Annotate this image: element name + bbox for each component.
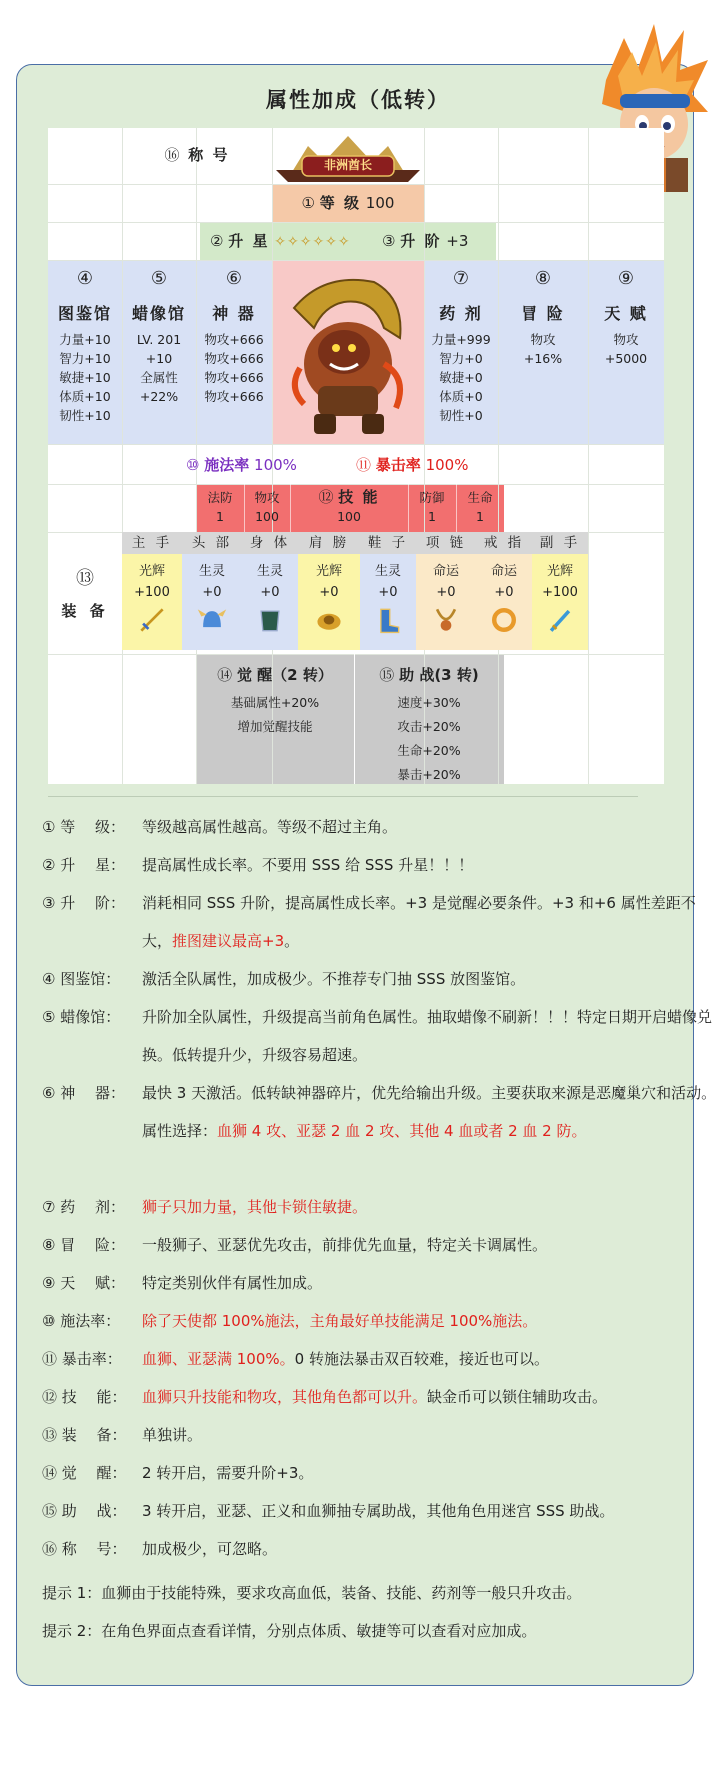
star-label: ② 升 星 ✧✧✧✧✧✧ xyxy=(210,232,351,250)
note-text xyxy=(142,846,717,884)
equip-type: 生灵 xyxy=(198,564,225,579)
note-segment: 消耗相同 SSS 升阶，提高属性成长率。+3 是觉醒必要条件。+3 和+6 属性差距不大， xyxy=(142,894,696,950)
equip-value: +0 xyxy=(436,585,456,600)
stat-line: LV. 201 xyxy=(136,332,182,347)
note-segment: 提高属性成长率。不要用 SSS 给 SSS 升星！！！ xyxy=(142,856,474,874)
stat-num: ⑧ xyxy=(534,268,552,289)
note-text xyxy=(142,1492,717,1530)
equip-type: 光辉 xyxy=(546,564,573,579)
note-label: ⑬ 装 备： xyxy=(42,1426,127,1444)
equip-slot-5[interactable] xyxy=(360,554,416,650)
helmet-icon xyxy=(182,604,242,640)
equip-slot-header: 肩 膀 xyxy=(298,532,360,554)
level-label: ① 等 级 100 xyxy=(301,194,395,212)
cast-rate: ⑩ 施法率 100% xyxy=(186,456,297,474)
tip-2: 提示 2：在角色界面点查看详情，分别点体质、敏捷等可以查看对应加成。 xyxy=(42,1622,537,1640)
equip-slot-6[interactable] xyxy=(416,554,476,650)
equip-value: +0 xyxy=(378,585,398,600)
stat-line: 物攻 xyxy=(530,332,556,347)
stat-line: 全属性 xyxy=(140,370,178,385)
stat-column-3 xyxy=(196,268,272,406)
note-segment: 激活全队属性，加成极少。不推荐专门抽 SSS 放图鉴馆。 xyxy=(142,970,526,988)
skill-cell-4: 生命 1 xyxy=(467,490,493,524)
note-text xyxy=(142,808,717,846)
note-label: ⑥ 神 器： xyxy=(42,1084,125,1102)
stat-column-5 xyxy=(498,268,588,368)
equip-slot-7[interactable] xyxy=(476,554,532,650)
ring-icon xyxy=(476,604,532,640)
equip-slot-header: 头 部 xyxy=(182,532,242,554)
stat-line: 物攻+666 xyxy=(204,370,264,385)
note-text xyxy=(142,884,717,960)
note-segment: 血狮、亚瑟满 100%。 xyxy=(142,1350,295,1368)
note-label: ⑩ 施法率： xyxy=(42,1312,121,1330)
awaken-block: ⑭ 觉 醒（2 转） 基础属性+20% 增加觉醒技能 xyxy=(217,666,333,734)
stat-name: 图鉴馆 xyxy=(57,304,112,323)
attribute-grid xyxy=(48,128,664,784)
skill-cell-1: 法防 1 xyxy=(207,490,233,524)
stat-column-6 xyxy=(588,268,664,368)
note-text xyxy=(142,1264,717,1302)
equip-value: +0 xyxy=(494,585,514,600)
note-segment: 2 转开启，需要升阶+3。 xyxy=(142,1464,314,1482)
badge-label-text: 称 号 xyxy=(188,146,230,164)
crit-rate: ⑪ 暴击率 100% xyxy=(356,456,469,474)
note-label: ⑫ 技 能： xyxy=(42,1388,127,1406)
skill-cell-2: 物攻 100 xyxy=(254,490,280,524)
note-segment: 单独讲。 xyxy=(142,1426,203,1444)
stat-name: 神 器 xyxy=(212,304,256,323)
skill-cell-3: 防御 1 xyxy=(419,490,445,524)
stat-line: 物攻+666 xyxy=(204,332,264,347)
badge-num: ⑯ xyxy=(164,146,182,164)
note-text xyxy=(142,998,717,1074)
note-label: ② 升 星： xyxy=(42,856,125,874)
stat-line: 物攻+666 xyxy=(204,389,264,404)
equip-value: +100 xyxy=(134,585,170,600)
stat-name: 药 剂 xyxy=(439,304,483,323)
note-label: ⑪ 暴击率： xyxy=(42,1350,122,1368)
note-segment: 加成极少，可忽略。 xyxy=(142,1540,278,1558)
note-label: ⑧ 冒 险： xyxy=(42,1236,125,1254)
divider xyxy=(48,796,638,797)
skill-main: ⑫ 技 能 100 xyxy=(318,488,380,524)
note-segment: 等级越高属性越高。等级不超过主角。 xyxy=(142,818,398,836)
stat-column-1 xyxy=(48,268,122,425)
equip-value: +0 xyxy=(319,585,339,600)
note-label: ⑯ 称 号： xyxy=(42,1540,127,1558)
note-text xyxy=(142,1340,717,1378)
star-icons: ✧✧✧✧✧✧ xyxy=(274,234,351,250)
stat-name: 冒 险 xyxy=(521,304,565,323)
note-text xyxy=(142,1530,717,1568)
stat-line: +22% xyxy=(139,389,179,404)
boots-icon xyxy=(360,604,416,640)
stat-name: 蜡像馆 xyxy=(131,304,186,323)
rank-label: ③ 升 阶 +3 xyxy=(382,232,469,250)
note-segment: 血狮只升技能和物攻，其他角色都可以升。 xyxy=(142,1388,428,1406)
note-segment: 最快 3 天激活。低转缺神器碎片，优先给输出升级。主要获取来源是恶魔巢穴和活动。属性选择： xyxy=(142,1084,717,1140)
stat-line: 体质+10 xyxy=(59,389,111,404)
dagger-icon xyxy=(532,604,588,640)
note-segment: 狮子只加力量，其他卡锁住敏捷。 xyxy=(142,1198,368,1216)
stat-line: 力量+999 xyxy=(431,332,491,347)
skills-row xyxy=(196,484,504,532)
tips-section xyxy=(42,1574,682,1650)
equip-slot-2[interactable] xyxy=(182,554,242,650)
note-label: ⑭ 觉 醒： xyxy=(42,1464,127,1482)
equip-type: 光辉 xyxy=(315,564,342,579)
equipment-slots xyxy=(122,532,588,654)
stat-name: 天 赋 xyxy=(604,304,648,323)
note-segment: 除了天使都 100%施法，主角最好单技能满足 100%施法。 xyxy=(142,1312,538,1330)
equip-type: 光辉 xyxy=(138,564,165,579)
banner-text: 非洲酋长 xyxy=(323,158,372,172)
note-segment: 升阶加全队属性，升级提高当前角色属性。抽取蜡像不刷新！！！特定日期开启蜡像兑换。低转提升少，升级容易超速。 xyxy=(142,1008,713,1064)
note-label: ③ 升 阶： xyxy=(42,894,125,912)
tip-1: 提示 1：血狮由于技能特殊，要求攻高血低，装备、技能、药剂等一般只升攻击。 xyxy=(42,1584,582,1602)
note-text xyxy=(142,1226,717,1264)
equip-slot-header: 戒 指 xyxy=(476,532,532,554)
stat-line: 物攻+666 xyxy=(204,351,264,366)
equip-type: 生灵 xyxy=(256,564,283,579)
note-text xyxy=(142,1188,717,1226)
stat-line: 力量+10 xyxy=(59,332,111,347)
note-label: ⑨ 天 赋： xyxy=(42,1274,125,1292)
note-text xyxy=(142,1454,717,1492)
stat-line: 韧性+0 xyxy=(439,408,483,423)
note-text xyxy=(142,1416,717,1454)
equip-type: 命运 xyxy=(490,564,517,579)
stat-column-4 xyxy=(424,268,498,425)
equip-slot-4[interactable] xyxy=(298,554,360,650)
note-segment: 血狮 4 攻、亚瑟 2 血 2 攻、其他 4 血或者 2 血 2 防。 xyxy=(217,1122,587,1140)
equip-slot-1[interactable] xyxy=(122,554,182,650)
equip-slot-header: 主 手 xyxy=(122,532,182,554)
note-segment: 推图建议最高+3 xyxy=(172,932,285,950)
equip-value: +100 xyxy=(542,585,578,600)
equip-value: +0 xyxy=(260,585,280,600)
necklace-icon xyxy=(416,604,476,640)
note-label: ④ 图鉴馆： xyxy=(42,970,121,988)
stat-num: ⑤ xyxy=(150,268,168,289)
stat-line: 韧性+10 xyxy=(59,408,111,423)
note-segment: 特定类别伙伴有属性加成。 xyxy=(142,1274,323,1292)
note-segment: 缺金币可以锁住辅助攻击。 xyxy=(427,1388,608,1406)
equip-type: 生灵 xyxy=(374,564,401,579)
blood-lion-portrait-image xyxy=(284,268,412,438)
note-label: ① 等 级： xyxy=(42,818,125,836)
stat-line: +5000 xyxy=(604,351,648,366)
note-text xyxy=(142,960,717,998)
equip-slot-3[interactable] xyxy=(242,554,298,650)
equip-value: +0 xyxy=(202,585,222,600)
stat-num: ⑨ xyxy=(617,268,635,289)
note-label: ⑦ 药 剂： xyxy=(42,1198,125,1216)
stat-column-2 xyxy=(122,268,196,406)
stat-line: 敏捷+0 xyxy=(439,370,483,385)
stat-line: +16% xyxy=(523,351,563,366)
assist-block: ⑮ 助 战(3 转) 速度+30% 攻击+20% 生命+20% 暴击+20% xyxy=(379,666,479,782)
note-text xyxy=(142,1302,717,1340)
equip-slot-8[interactable] xyxy=(532,554,588,650)
equip-slot-header: 副 手 xyxy=(532,532,588,554)
stat-num: ⑦ xyxy=(452,268,470,289)
stat-num: ⑥ xyxy=(225,268,243,289)
note-label: ⑮ 助 战： xyxy=(42,1502,127,1520)
equip-slot-header: 项 链 xyxy=(416,532,476,554)
sword-icon xyxy=(122,604,182,640)
note-segment: 。 xyxy=(284,932,300,950)
armor-icon xyxy=(242,604,298,640)
equip-slot-header: 身 体 xyxy=(242,532,298,554)
note-text xyxy=(142,1074,717,1150)
stat-line: 体质+0 xyxy=(439,389,483,404)
equip-label: ⑬ 装 备 xyxy=(61,568,109,620)
stat-num: ④ xyxy=(76,268,94,289)
stat-line: 智力+10 xyxy=(59,351,111,366)
page-title: 属性加成（低转） xyxy=(266,88,450,112)
note-segment: 0 转施法暴击双百较难，接近也可以。 xyxy=(294,1350,549,1368)
stat-line: 智力+0 xyxy=(439,351,483,366)
equip-type: 命运 xyxy=(432,564,459,579)
stat-line: 物攻 xyxy=(613,332,639,347)
equip-slot-header: 鞋 子 xyxy=(360,532,416,554)
note-segment: 3 转开启，亚瑟、正义和血狮抽专属助战，其他角色用迷宫 SSS 助战。 xyxy=(142,1502,615,1520)
shoulder-icon xyxy=(298,604,360,640)
badge-label xyxy=(122,144,272,168)
stat-line: +10 xyxy=(145,351,173,366)
stat-line: 敏捷+10 xyxy=(59,370,111,385)
note-text xyxy=(142,1378,717,1416)
note-label: ⑤ 蜡像馆： xyxy=(42,1008,121,1026)
note-segment: 一般狮子、亚瑟优先攻击，前排优先血量，特定关卡调属性。 xyxy=(142,1236,548,1254)
